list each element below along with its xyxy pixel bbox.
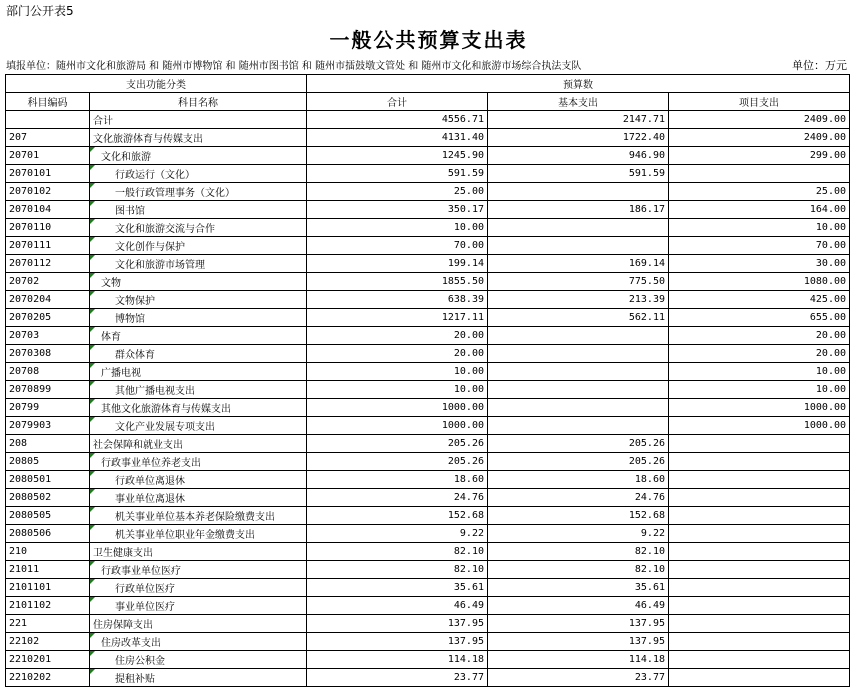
row-name: [90, 507, 307, 525]
row-code: 2080506: [6, 525, 90, 543]
table-row: [6, 669, 850, 687]
cell-marker-icon: [90, 255, 95, 260]
row-total: 46.49: [307, 597, 488, 615]
row-total: 137.95: [307, 615, 488, 633]
row-name: [90, 633, 307, 651]
row-code: 2080502: [6, 489, 90, 507]
row-code: 2070110: [6, 219, 90, 237]
cell-marker-icon: [90, 417, 95, 422]
table-body: [6, 111, 850, 687]
header-name: 科目名称: [90, 93, 307, 111]
row-project: 20.00: [669, 327, 850, 345]
table-row: [6, 507, 850, 525]
cell-marker-icon: [90, 579, 95, 584]
row-basic: 35.61: [488, 579, 669, 597]
row-project: [669, 525, 850, 543]
row-project: 299.00: [669, 147, 850, 165]
cell-marker-icon: [90, 345, 95, 350]
row-code: 20701: [6, 147, 90, 165]
header-column-row: [6, 93, 850, 111]
row-name-text: 文物: [101, 278, 121, 289]
row-project: [669, 651, 850, 669]
table-row: [6, 201, 850, 219]
cell-marker-icon: [90, 525, 95, 530]
header-function-class: 支出功能分类: [6, 75, 307, 93]
row-total: 20.00: [307, 327, 488, 345]
row-name: [90, 219, 307, 237]
row-name: [90, 273, 307, 291]
row-code: 20703: [6, 327, 90, 345]
row-name: [90, 363, 307, 381]
row-basic: 169.14: [488, 255, 669, 273]
table-row: [6, 129, 850, 147]
row-name-text: 其他文化旅游体育与传媒支出: [101, 404, 231, 415]
row-name: [90, 345, 307, 363]
row-project: [669, 165, 850, 183]
row-total: 205.26: [307, 453, 488, 471]
table-row: [6, 615, 850, 633]
row-basic: 137.95: [488, 615, 669, 633]
row-project: 10.00: [669, 363, 850, 381]
row-basic: 23.77: [488, 669, 669, 687]
row-name-text: 行政单位离退休: [115, 476, 185, 487]
row-project: 1080.00: [669, 273, 850, 291]
cell-marker-icon: [90, 381, 95, 386]
row-code: 2070308: [6, 345, 90, 363]
row-code: 2070102: [6, 183, 90, 201]
row-name: [90, 165, 307, 183]
cell-marker-icon: [90, 507, 95, 512]
row-basic: [488, 219, 669, 237]
row-name: [90, 651, 307, 669]
row-name-text: 文化和旅游: [101, 152, 151, 163]
row-basic: 946.90: [488, 147, 669, 165]
row-basic: 213.39: [488, 291, 669, 309]
row-name: [90, 453, 307, 471]
cell-marker-icon: [90, 453, 95, 458]
row-project: [669, 579, 850, 597]
header-basic: 基本支出: [488, 93, 669, 111]
row-total: 10.00: [307, 219, 488, 237]
cell-marker-icon: [90, 273, 95, 278]
row-code: 2079903: [6, 417, 90, 435]
row-project: 20.00: [669, 345, 850, 363]
row-name-text: 文化和旅游市场管理: [115, 260, 205, 271]
row-basic: 18.60: [488, 471, 669, 489]
row-name: [90, 417, 307, 435]
row-name: [90, 597, 307, 615]
row-total: 4131.40: [307, 129, 488, 147]
row-total: 82.10: [307, 561, 488, 579]
row-name: [90, 327, 307, 345]
row-name-text: 文化旅游体育与传媒支出: [93, 134, 203, 145]
report-info-line: [6, 57, 847, 71]
row-total: 205.26: [307, 435, 488, 453]
row-total: 638.39: [307, 291, 488, 309]
row-project: [669, 615, 850, 633]
row-project: [669, 471, 850, 489]
row-name: [90, 669, 307, 687]
table-row: [6, 363, 850, 381]
row-total: 114.18: [307, 651, 488, 669]
row-basic: 9.22: [488, 525, 669, 543]
row-basic: 152.68: [488, 507, 669, 525]
row-name-text: 住房保障支出: [93, 620, 153, 631]
row-basic: [488, 399, 669, 417]
row-name: [90, 201, 307, 219]
cell-marker-icon: [90, 147, 95, 152]
header-budget-amount: 预算数: [307, 75, 850, 93]
table-row: [6, 147, 850, 165]
row-name: [90, 399, 307, 417]
row-name-text: 广播电视: [101, 368, 141, 379]
row-basic: 46.49: [488, 597, 669, 615]
row-name-text: 行政事业单位养老支出: [101, 458, 201, 469]
cell-marker-icon: [90, 633, 95, 638]
cell-marker-icon: [90, 219, 95, 224]
page-title: 一般公共预算支出表: [329, 28, 528, 52]
table-row: [6, 525, 850, 543]
row-name-text: 文物保护: [115, 296, 155, 307]
row-code: 210: [6, 543, 90, 561]
row-total: 24.76: [307, 489, 488, 507]
row-total: 18.60: [307, 471, 488, 489]
row-project: 655.00: [669, 309, 850, 327]
row-code: 20805: [6, 453, 90, 471]
row-project: 1000.00: [669, 399, 850, 417]
header-project: 项目支出: [669, 93, 850, 111]
row-code: 2101101: [6, 579, 90, 597]
row-total: 1000.00: [307, 417, 488, 435]
row-total: 4556.71: [307, 111, 488, 129]
table-row: [6, 633, 850, 651]
row-total: 23.77: [307, 669, 488, 687]
row-code: 2070204: [6, 291, 90, 309]
row-name-text: 文化产业发展专项支出: [115, 422, 215, 433]
row-total: 350.17: [307, 201, 488, 219]
row-name-text: 其他广播电视支出: [115, 386, 195, 397]
row-basic: [488, 345, 669, 363]
row-name-text: 一般行政管理事务（文化）: [115, 188, 235, 199]
row-project: [669, 507, 850, 525]
table-row: [6, 111, 850, 129]
row-total: 152.68: [307, 507, 488, 525]
budget-table: [5, 74, 850, 687]
cell-marker-icon: [90, 201, 95, 206]
row-project: 164.00: [669, 201, 850, 219]
row-project: 2409.00: [669, 129, 850, 147]
row-code: 20702: [6, 273, 90, 291]
row-name-text: 图书馆: [115, 206, 145, 217]
row-basic: 186.17: [488, 201, 669, 219]
row-name-text: 群众体育: [115, 350, 155, 361]
row-code: 2070205: [6, 309, 90, 327]
row-project: [669, 543, 850, 561]
cell-marker-icon: [90, 165, 95, 170]
row-name: [90, 237, 307, 255]
row-name-text: 卫生健康支出: [93, 548, 153, 559]
row-project: [669, 633, 850, 651]
cell-marker-icon: [90, 363, 95, 368]
cell-marker-icon: [90, 291, 95, 296]
row-total: 35.61: [307, 579, 488, 597]
row-basic: 2147.71: [488, 111, 669, 129]
table-row: [6, 345, 850, 363]
row-name: [90, 561, 307, 579]
row-code: 20708: [6, 363, 90, 381]
row-code: 2070104: [6, 201, 90, 219]
row-code: 2210201: [6, 651, 90, 669]
row-name-text: 机关事业单位基本养老保险缴费支出: [115, 512, 275, 523]
table-row: [6, 453, 850, 471]
money-unit: 单位：万元: [792, 59, 847, 72]
table-row: [6, 543, 850, 561]
row-total: 1855.50: [307, 273, 488, 291]
row-code: [6, 111, 90, 129]
row-total: 1000.00: [307, 399, 488, 417]
row-name-text: 住房公积金: [115, 656, 165, 667]
row-project: [669, 669, 850, 687]
row-name-text: 行政单位医疗: [115, 584, 175, 595]
row-name-text: 行政事业单位医疗: [101, 566, 181, 577]
row-basic: 205.26: [488, 453, 669, 471]
row-code: 20799: [6, 399, 90, 417]
table-row: [6, 381, 850, 399]
row-name-text: 博物馆: [115, 314, 145, 325]
row-name-text: 事业单位离退休: [115, 494, 185, 505]
row-code: 2080501: [6, 471, 90, 489]
row-project: [669, 489, 850, 507]
row-basic: [488, 381, 669, 399]
row-basic: 562.11: [488, 309, 669, 327]
table-row: [6, 255, 850, 273]
row-total: 591.59: [307, 165, 488, 183]
table-row: [6, 219, 850, 237]
row-project: 425.00: [669, 291, 850, 309]
row-basic: [488, 363, 669, 381]
row-code: 21011: [6, 561, 90, 579]
row-total: 10.00: [307, 363, 488, 381]
row-total: 70.00: [307, 237, 488, 255]
table-row: [6, 309, 850, 327]
table-row: [6, 417, 850, 435]
cell-marker-icon: [90, 399, 95, 404]
row-total: 10.00: [307, 381, 488, 399]
row-name-text: 住房改革支出: [101, 638, 161, 649]
row-basic: 82.10: [488, 561, 669, 579]
cell-marker-icon: [90, 327, 95, 332]
row-total: 137.95: [307, 633, 488, 651]
cell-marker-icon: [90, 489, 95, 494]
row-code: 207: [6, 129, 90, 147]
row-total: 1245.90: [307, 147, 488, 165]
row-basic: 775.50: [488, 273, 669, 291]
table-row: [6, 165, 850, 183]
table-row: [6, 471, 850, 489]
table-row: [6, 579, 850, 597]
table-row: [6, 435, 850, 453]
row-name-text: 合计: [93, 116, 113, 127]
row-basic: [488, 183, 669, 201]
row-name-text: 文化和旅游交流与合作: [115, 224, 215, 235]
row-name-text: 提租补贴: [115, 674, 155, 685]
row-code: 2070899: [6, 381, 90, 399]
row-project: 10.00: [669, 219, 850, 237]
table-row: [6, 651, 850, 669]
cell-marker-icon: [90, 669, 95, 674]
table-row: [6, 399, 850, 417]
table-row: [6, 183, 850, 201]
row-name: [90, 489, 307, 507]
header-code: 科目编码: [6, 93, 90, 111]
row-name: [90, 615, 307, 633]
row-project: [669, 561, 850, 579]
row-name-text: 体育: [101, 332, 121, 343]
row-name: [90, 129, 307, 147]
table-row: [6, 273, 850, 291]
filing-unit: 填报单位：随州市文化和旅游局 和 随州市博物馆 和 随州市图书馆 和 随州市擂鼓墩文管处 和 随州市文化和旅游市场综合执法支队: [6, 61, 582, 72]
row-name: [90, 435, 307, 453]
table-row: [6, 561, 850, 579]
row-code: 2070111: [6, 237, 90, 255]
cell-marker-icon: [90, 561, 95, 566]
row-name: [90, 147, 307, 165]
table-row: [6, 327, 850, 345]
row-name-text: 机关事业单位职业年金缴费支出: [115, 530, 255, 541]
cell-marker-icon: [90, 309, 95, 314]
table-row: [6, 237, 850, 255]
row-name: [90, 381, 307, 399]
cell-marker-icon: [90, 237, 95, 242]
row-basic: 82.10: [488, 543, 669, 561]
cell-marker-icon: [90, 651, 95, 656]
row-project: 70.00: [669, 237, 850, 255]
row-name: [90, 525, 307, 543]
row-name: [90, 291, 307, 309]
row-basic: 1722.40: [488, 129, 669, 147]
row-basic: 137.95: [488, 633, 669, 651]
row-name-text: 行政运行（文化）: [115, 170, 195, 181]
row-project: [669, 453, 850, 471]
row-total: 25.00: [307, 183, 488, 201]
row-project: 30.00: [669, 255, 850, 273]
row-code: 2070112: [6, 255, 90, 273]
row-project: [669, 435, 850, 453]
header-total: 合计: [307, 93, 488, 111]
table-row: [6, 597, 850, 615]
row-basic: [488, 327, 669, 345]
cell-marker-icon: [90, 471, 95, 476]
row-code: 2070101: [6, 165, 90, 183]
table-row: [6, 291, 850, 309]
table-row: [6, 489, 850, 507]
cell-marker-icon: [90, 183, 95, 188]
row-total: 20.00: [307, 345, 488, 363]
row-code: 208: [6, 435, 90, 453]
row-project: 25.00: [669, 183, 850, 201]
row-code: 22102: [6, 633, 90, 651]
row-name: [90, 309, 307, 327]
row-name: [90, 579, 307, 597]
row-name-text: 事业单位医疗: [115, 602, 175, 613]
row-name: [90, 255, 307, 273]
row-name: [90, 543, 307, 561]
row-total: 82.10: [307, 543, 488, 561]
row-code: 221: [6, 615, 90, 633]
row-basic: [488, 237, 669, 255]
row-code: 2210202: [6, 669, 90, 687]
row-project: 1000.00: [669, 417, 850, 435]
cell-marker-icon: [90, 597, 95, 602]
row-basic: 205.26: [488, 435, 669, 453]
row-name-text: 文化创作与保护: [115, 242, 185, 253]
row-total: 1217.11: [307, 309, 488, 327]
row-project: 2409.00: [669, 111, 850, 129]
row-project: 10.00: [669, 381, 850, 399]
row-basic: 114.18: [488, 651, 669, 669]
row-basic: [488, 417, 669, 435]
header-group-row: [6, 75, 850, 93]
row-code: 2080505: [6, 507, 90, 525]
row-total: 9.22: [307, 525, 488, 543]
row-total: 199.14: [307, 255, 488, 273]
row-code: 2101102: [6, 597, 90, 615]
row-name-text: 社会保障和就业支出: [93, 440, 183, 451]
row-basic: 591.59: [488, 165, 669, 183]
row-name: [90, 111, 307, 129]
row-name: [90, 471, 307, 489]
row-name: [90, 183, 307, 201]
row-project: [669, 597, 850, 615]
document-tag: 部门公开表5: [6, 4, 74, 18]
row-basic: 24.76: [488, 489, 669, 507]
